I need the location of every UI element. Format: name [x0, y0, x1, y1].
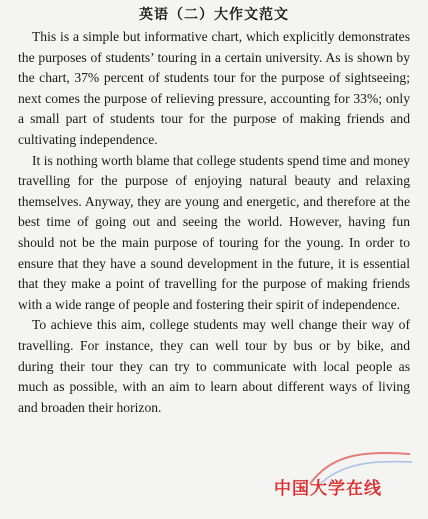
paragraph-3: To achieve this aim, college students may well change their way of travelling. For instance, they can well tour by bus or by bike, and during their tour they can try to communicate with local people as much as possible, with an aim to learn about different ways of living and broaden their horizon.: [18, 317, 410, 415]
watermark-text: 中国大学在线: [274, 479, 382, 499]
page-title: 英语（二）大作文范文: [139, 7, 289, 23]
paragraph-1: This is a simple but informative chart, which explicitly demonstrates the purposes of students’ touring in a certain university. As is shown by the chart, 37% percent of students tour for the purpose of sightseeing; next comes the purpose of relieving pressure, accounting for 33%; only a small part of students tour for the purpose of making friends and cultivating independence.: [18, 29, 410, 147]
paragraph-2: It is nothing worth blame that college students spend time and money travelling for the purpose of enjoying natural beauty and relaxing themselves. Anyway, they are young and energetic, and therefore at the best time of going out and seeing the world. However, having fun should not be the main purpose of touring for the young. In order to ensure that they have a sound development in the future, it is essential that they make a point of travelling for the purpose of making friends with a wide range of people and fostering their spirit of independence.: [18, 152, 410, 312]
